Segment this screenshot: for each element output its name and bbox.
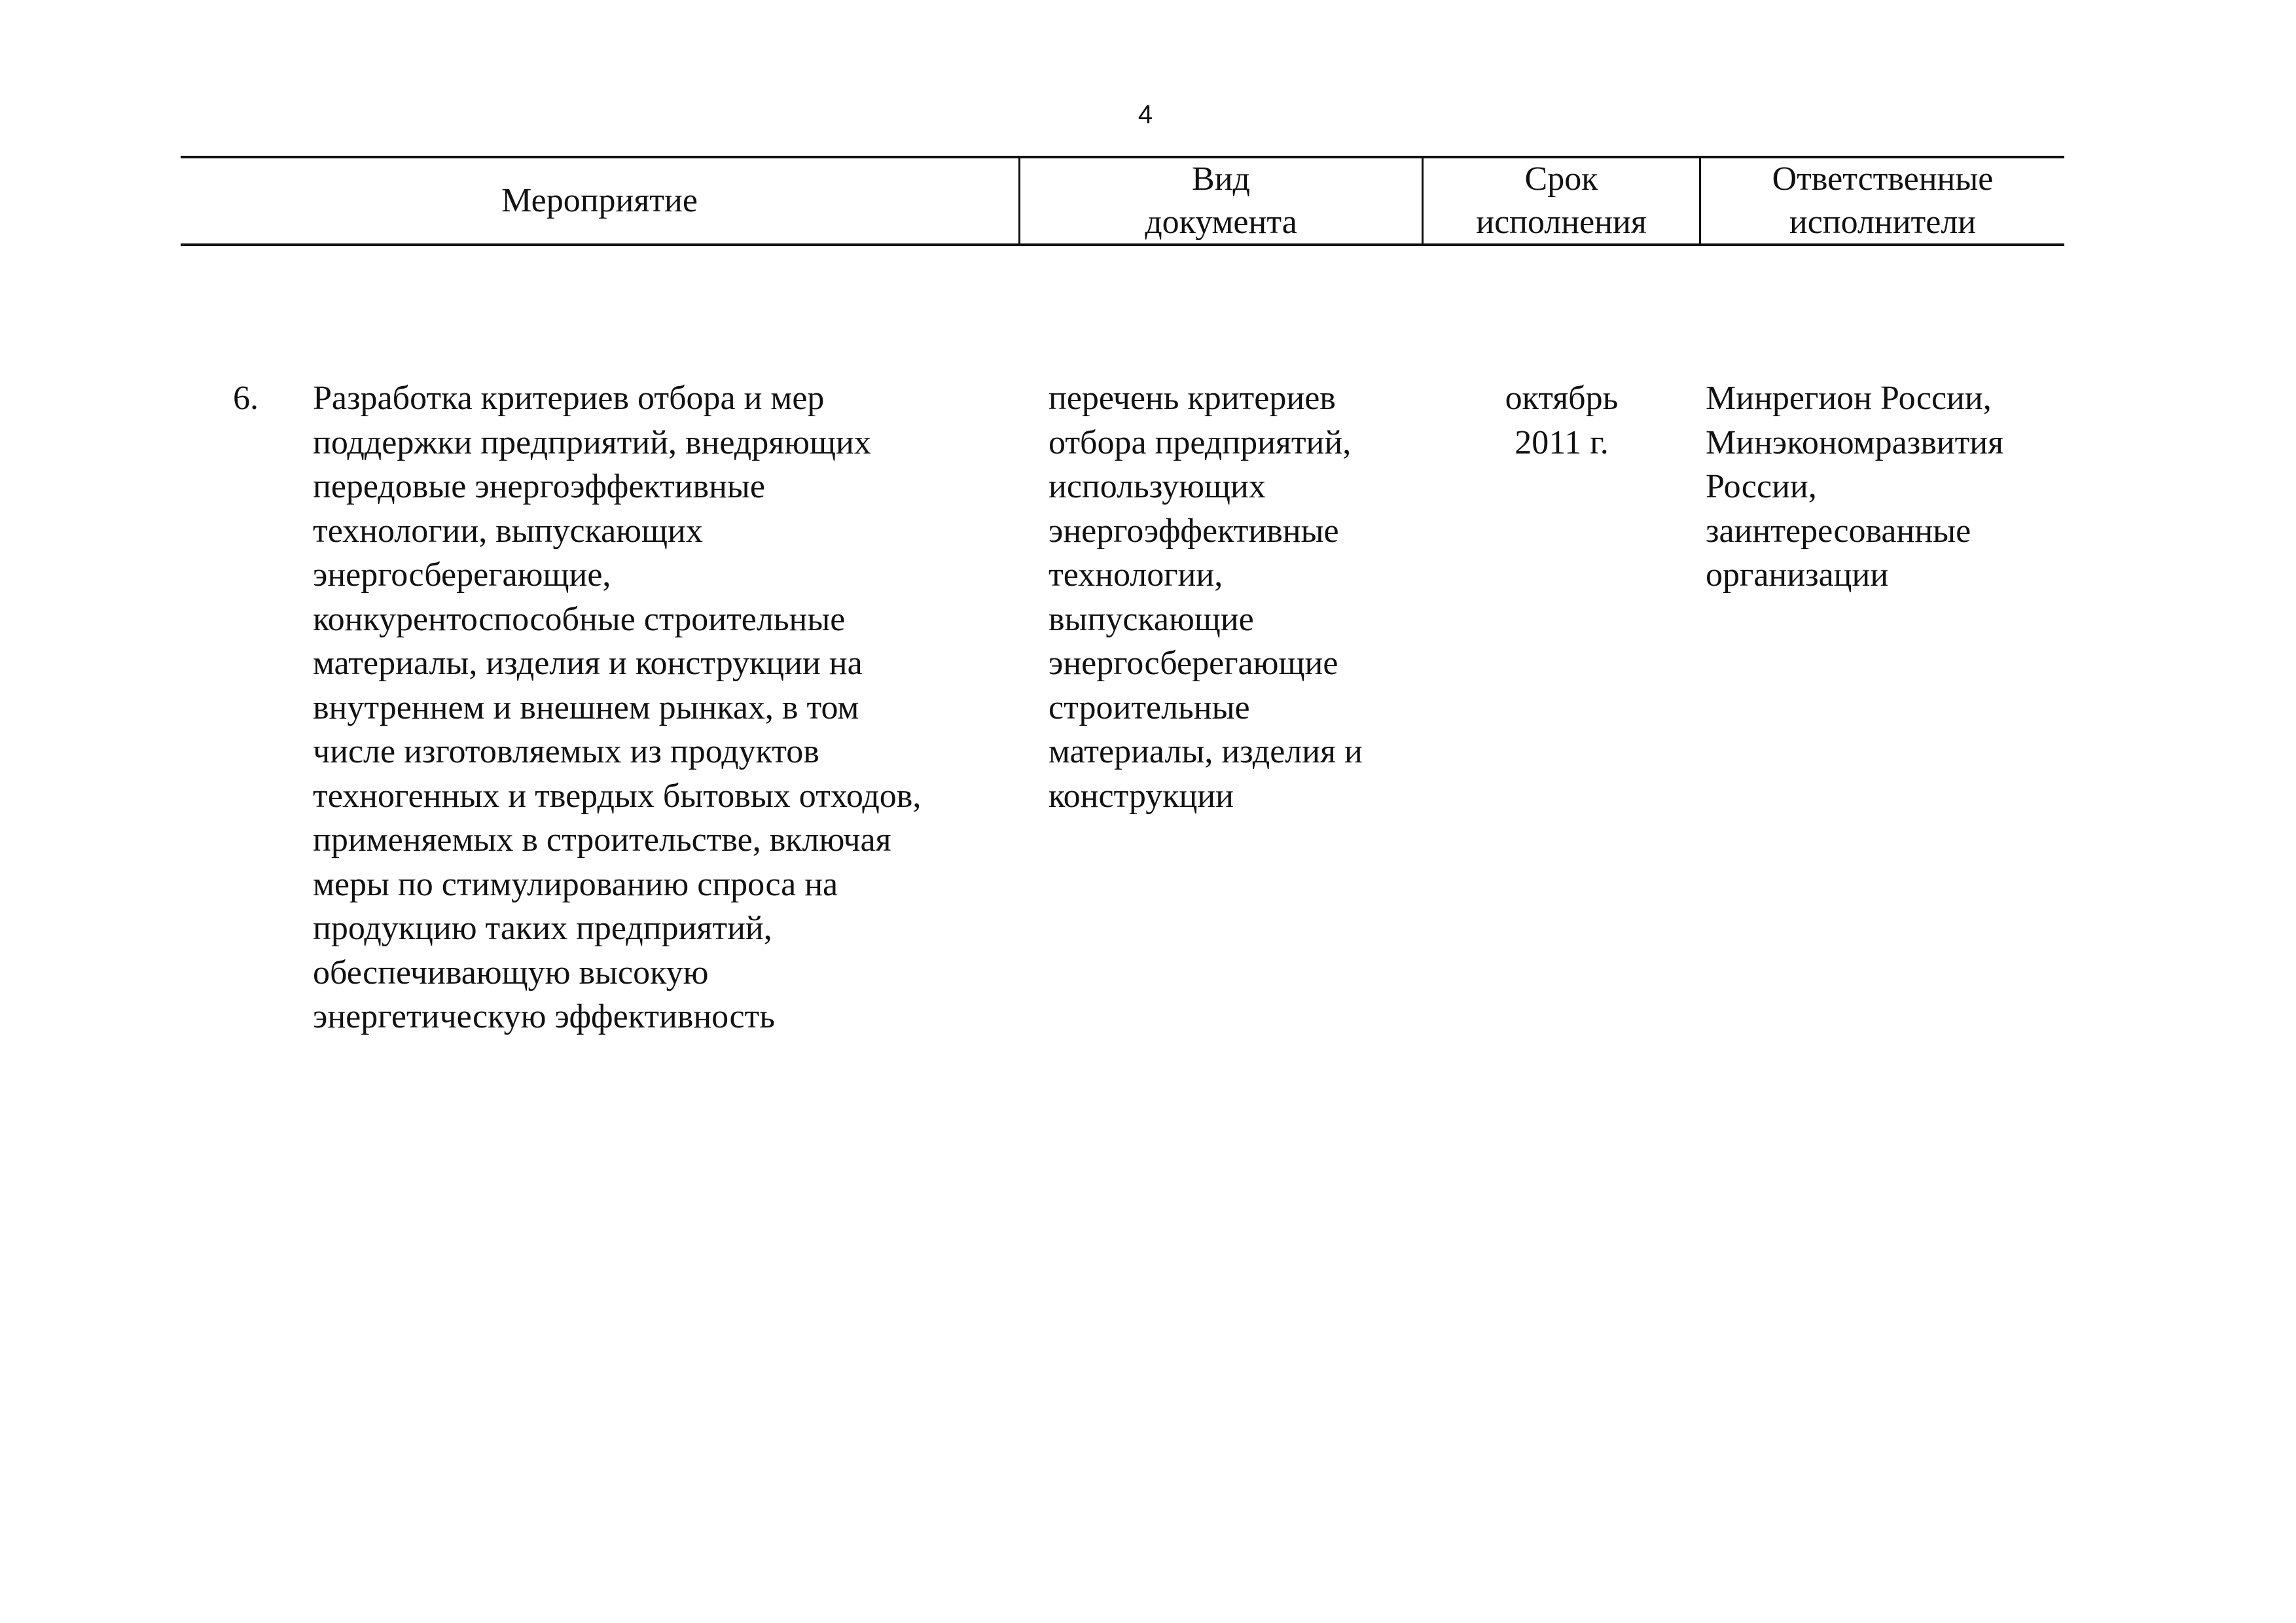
doctype-line: использующих <box>1049 468 1266 505</box>
doctype-line: конструкции <box>1049 777 1234 815</box>
page-number: 4 <box>1138 100 1153 129</box>
header-deadline-line: Срок <box>1524 160 1598 198</box>
header-doctype <box>1018 158 1422 243</box>
activity-line: материалы, изделия и конструкции на <box>313 645 863 682</box>
doctype-line: материалы, изделия и <box>1049 733 1363 770</box>
header-deadline-line: исполнения <box>1476 204 1647 241</box>
header-activity-label: Мероприятие <box>501 182 698 219</box>
doctype-line: перечень критериев <box>1049 380 1336 417</box>
activity-line: применяемых в строительстве, включая <box>313 821 891 859</box>
doctype-line: строительные <box>1049 688 1250 726</box>
activity-line: числе изготовляемых из продуктов <box>313 733 819 770</box>
header-activity <box>181 158 1018 243</box>
activity-line: энергетическую эффективность <box>313 998 775 1035</box>
responsible-line: заинтересованные <box>1706 512 1971 550</box>
row-deadline <box>1463 376 1660 465</box>
header-doctype-line: документа <box>1145 204 1297 241</box>
activity-line: Разработка критериев отбора и мер <box>313 380 825 417</box>
doctype-line: энергоэффективные <box>1049 512 1339 550</box>
header-doctype-line: Вид <box>1192 160 1250 198</box>
activity-line: конкурентоспособные строительные <box>313 600 846 638</box>
row-responsible <box>1706 376 2072 597</box>
activity-line: меры по стимулированию спроса на <box>313 865 838 903</box>
row-number: 6. <box>233 380 259 417</box>
activity-line: обеспечивающую высокую <box>313 954 709 991</box>
responsible-line: Минэкономразвития <box>1706 423 2004 461</box>
doctype-line: технологии, <box>1049 556 1223 594</box>
doctype-line: отбора предприятий, <box>1049 423 1352 461</box>
activity-line: технологии, выпускающих <box>313 512 703 550</box>
row-doctype <box>1049 376 1441 818</box>
activity-line: техногенных и твердых бытовых отходов, <box>313 777 922 815</box>
activity-line: продукцию таких предприятий, <box>313 910 772 947</box>
activity-line: внутреннем и внешнем рынках, в том <box>313 688 859 726</box>
responsible-line: Минрегион России, <box>1706 380 1992 417</box>
header-responsible <box>1699 158 2064 243</box>
activity-line: энергосберегающие, <box>313 556 611 594</box>
table-header <box>181 156 2064 246</box>
header-responsible-line: Ответственные <box>1772 160 1994 198</box>
activity-line: передовые энергоэффективные <box>313 468 765 505</box>
doctype-line: энергосберегающие <box>1049 645 1338 682</box>
responsible-line: России, <box>1706 468 1817 505</box>
header-responsible-line: исполнители <box>1789 204 1977 241</box>
responsible-line: организации <box>1706 556 1889 594</box>
activity-line: поддержки предприятий, внедряющих <box>313 423 871 461</box>
doctype-line: выпускающие <box>1049 600 1254 638</box>
header-deadline <box>1422 158 1699 243</box>
deadline-line: октябрь <box>1505 380 1619 417</box>
deadline-line: 2011 г. <box>1515 423 1609 461</box>
